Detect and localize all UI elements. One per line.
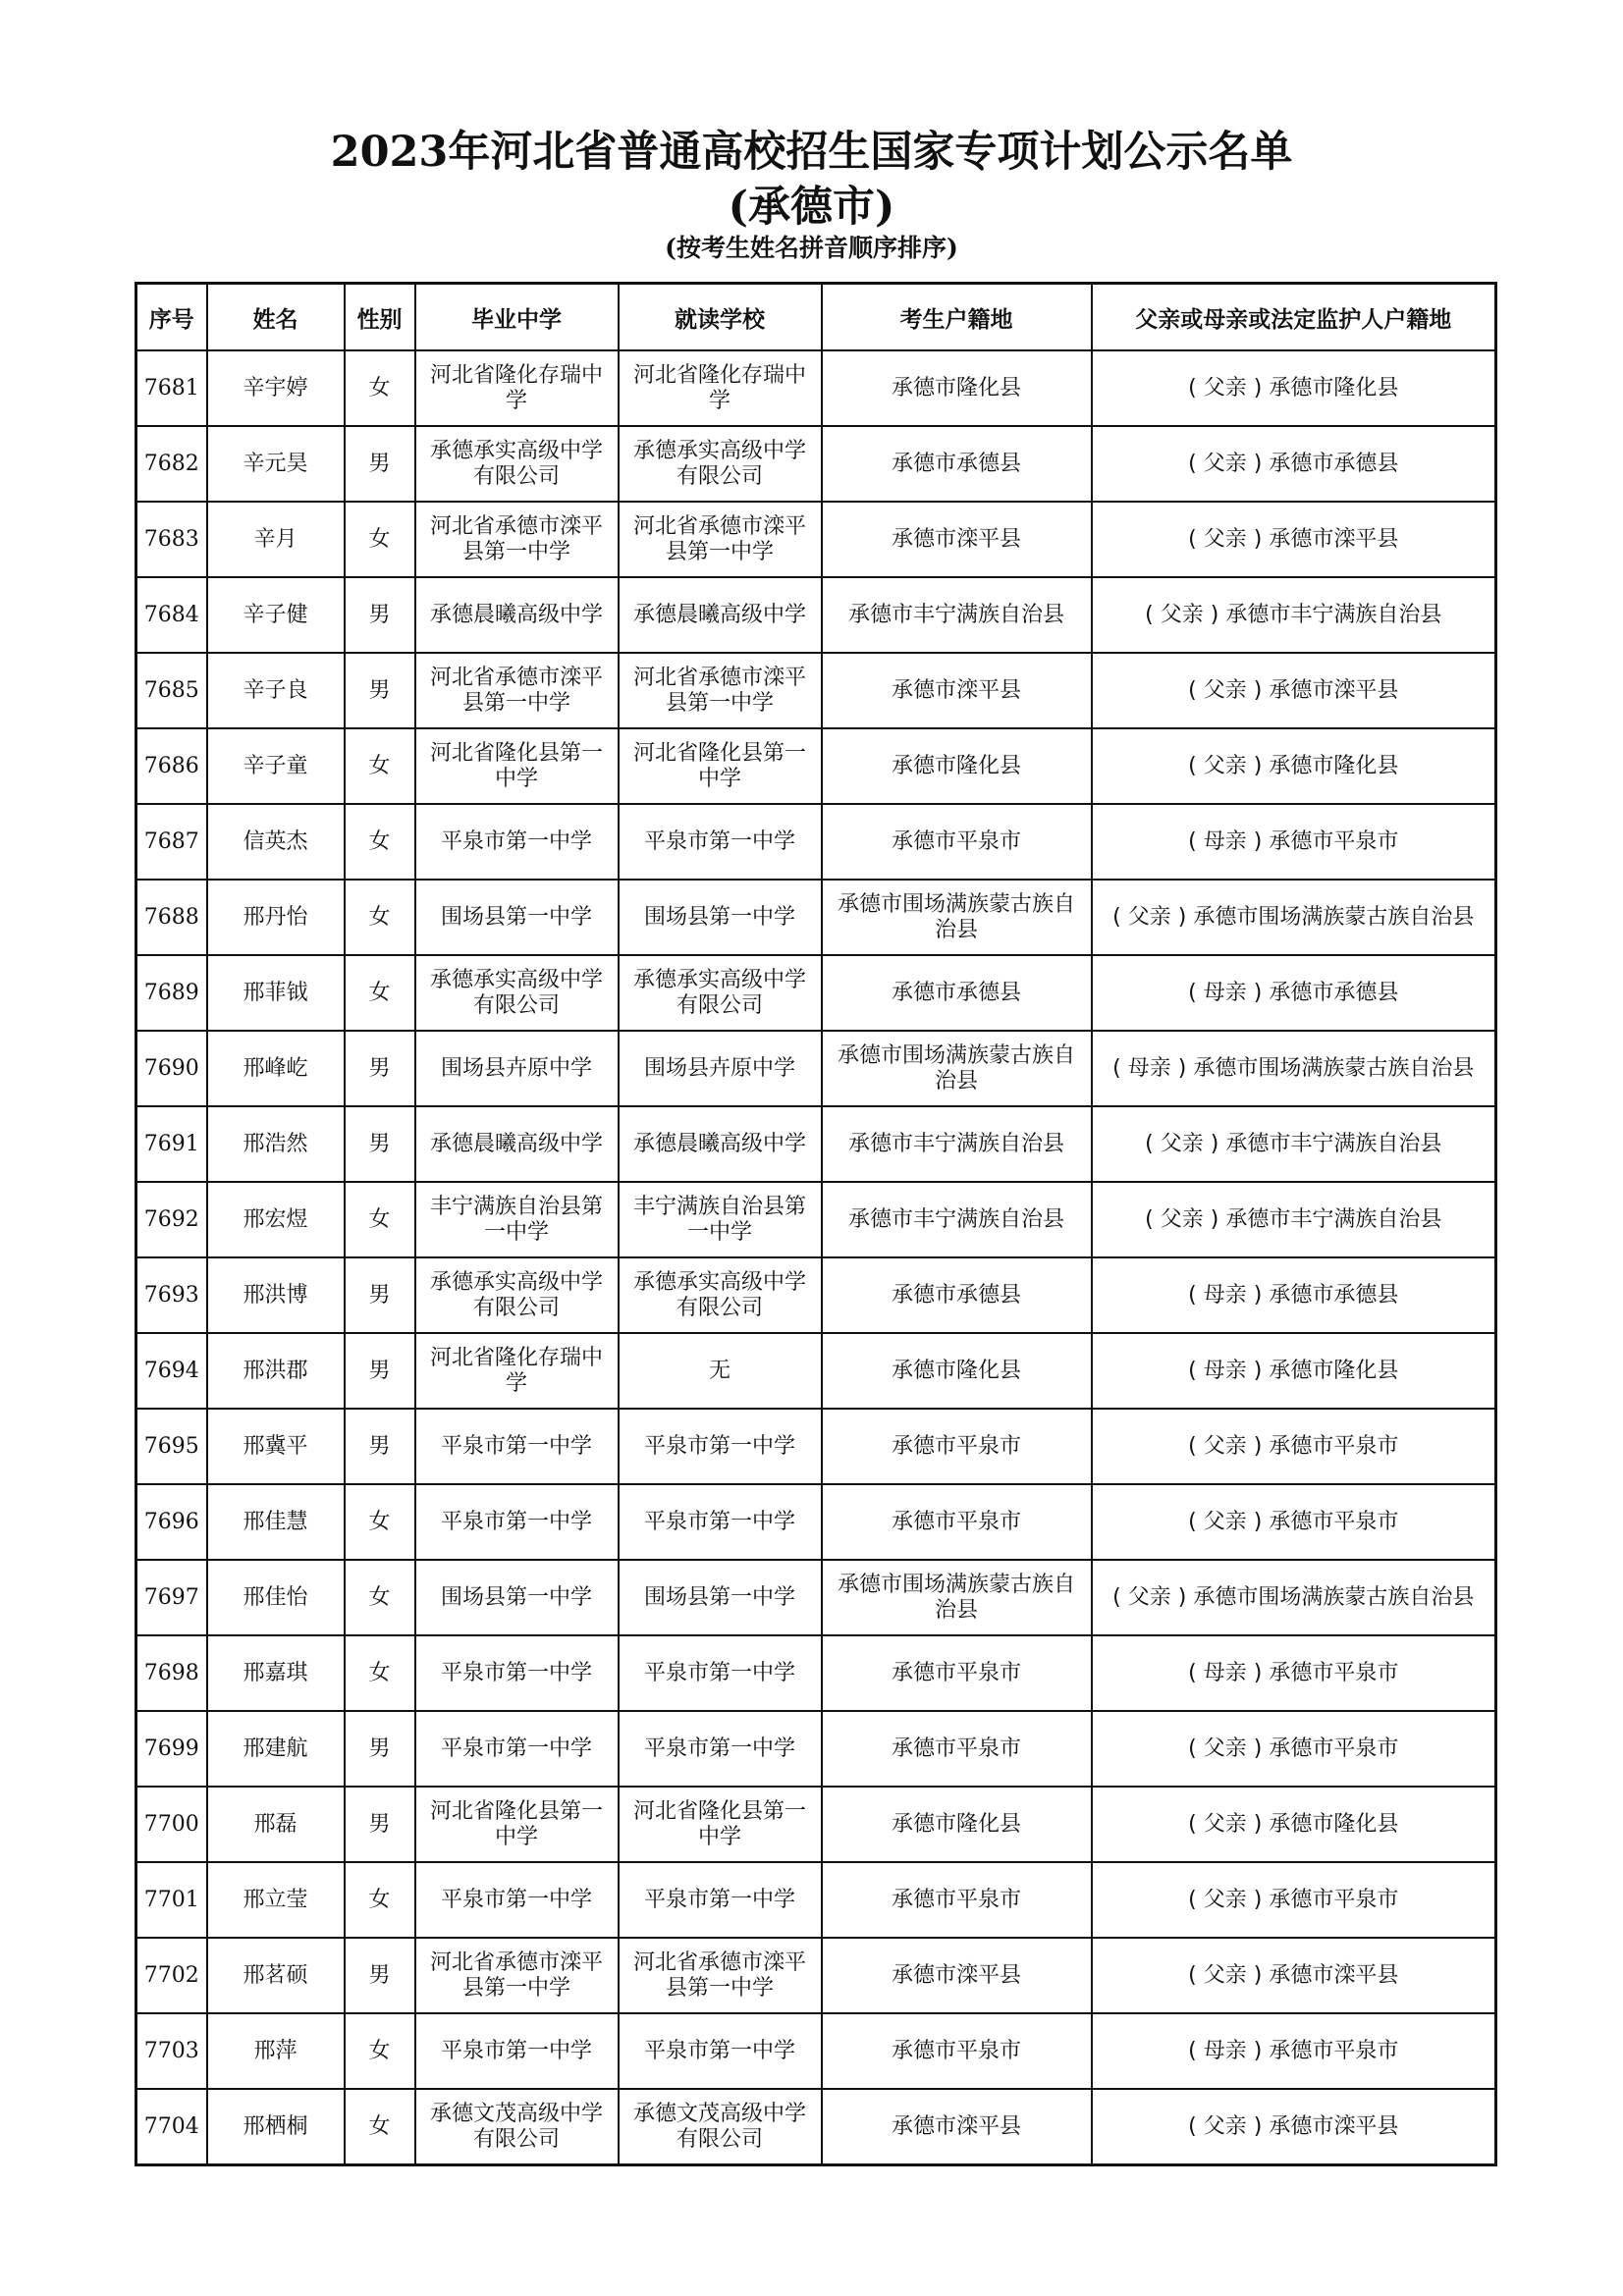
graduation-school-cell: 河北省承德市滦平县第一中学 (415, 502, 619, 577)
current-school-cell: 围场县第一中学 (619, 880, 822, 955)
student-hukou-cell: 承德市承德县 (822, 955, 1092, 1031)
gender-cell: 男 (345, 1409, 415, 1484)
seq-cell: 7701 (136, 1862, 207, 1938)
header-seq: 序号 (136, 284, 207, 351)
graduation-school-cell: 平泉市第一中学 (415, 2013, 619, 2089)
guardian-hukou-cell: ( 父亲 ) 承德市平泉市 (1092, 1711, 1496, 1787)
graduation-school-cell: 河北省承德市滦平县第一中学 (415, 1938, 619, 2013)
gender-cell: 男 (345, 1257, 415, 1333)
guardian-hukou-cell: ( 父亲 ) 承德市隆化县 (1092, 350, 1496, 426)
student-hukou-cell: 承德市隆化县 (822, 728, 1092, 804)
document-title: 2023年河北省普通高校招生国家专项计划公示名单 (330, 128, 1293, 177)
seq-cell: 7699 (136, 1711, 207, 1787)
student-hukou-cell: 承德市承德县 (822, 426, 1092, 502)
student-hukou-cell: 承德市围场满族蒙古族自治县 (822, 1560, 1092, 1635)
current-school-cell: 河北省隆化县第一中学 (619, 1787, 822, 1862)
guardian-hukou-cell: ( 父亲 ) 承德市隆化县 (1092, 1787, 1496, 1862)
graduation-school-cell: 丰宁满族自治县第一中学 (415, 1182, 619, 1257)
seq-cell: 7688 (136, 880, 207, 955)
table-row (136, 2089, 1496, 2165)
student-hukou-cell: 承德市隆化县 (822, 350, 1092, 426)
guardian-hukou-cell: ( 父亲 ) 承德市丰宁满族自治县 (1092, 1106, 1496, 1182)
seq-cell: 7694 (136, 1333, 207, 1409)
table-row (136, 426, 1496, 502)
student-hukou-cell: 承德市平泉市 (822, 804, 1092, 880)
seq-cell: 7691 (136, 1106, 207, 1182)
student-hukou-cell: 承德市承德县 (822, 1257, 1092, 1333)
student-hukou-cell: 承德市隆化县 (822, 1333, 1092, 1409)
guardian-hukou-cell: ( 父亲 ) 承德市平泉市 (1092, 1862, 1496, 1938)
table-row (136, 502, 1496, 577)
name-cell: 辛子良 (207, 653, 345, 728)
guardian-hukou-cell: ( 父亲 ) 承德市平泉市 (1092, 1409, 1496, 1484)
table-row (136, 577, 1496, 653)
name-cell: 辛子健 (207, 577, 345, 653)
gender-cell: 女 (345, 2013, 415, 2089)
name-cell: 邢立莹 (207, 1862, 345, 1938)
table-row (136, 1333, 1496, 1409)
gender-cell: 女 (345, 880, 415, 955)
student-hukou-cell: 承德市滦平县 (822, 502, 1092, 577)
gender-cell: 男 (345, 1106, 415, 1182)
name-cell: 邢嘉琪 (207, 1635, 345, 1711)
table-row (136, 880, 1496, 955)
guardian-hukou-cell: ( 父亲 ) 承德市滦平县 (1092, 1938, 1496, 2013)
name-cell: 邢浩然 (207, 1106, 345, 1182)
current-school-cell: 丰宁满族自治县第一中学 (619, 1182, 822, 1257)
current-school-cell: 河北省承德市滦平县第一中学 (619, 653, 822, 728)
gender-cell: 男 (345, 426, 415, 502)
graduation-school-cell: 平泉市第一中学 (415, 1862, 619, 1938)
graduation-school-cell: 河北省隆化县第一中学 (415, 728, 619, 804)
header-graduation-school: 毕业中学 (415, 284, 619, 351)
graduation-school-cell: 河北省隆化存瑞中学 (415, 1333, 619, 1409)
gender-cell: 男 (345, 1333, 415, 1409)
gender-cell: 女 (345, 728, 415, 804)
name-cell: 邢建航 (207, 1711, 345, 1787)
current-school-cell: 平泉市第一中学 (619, 1409, 822, 1484)
name-cell: 信英杰 (207, 804, 345, 880)
gender-cell: 女 (345, 1862, 415, 1938)
graduation-school-cell: 承德承实高级中学有限公司 (415, 1257, 619, 1333)
table-row (136, 653, 1496, 728)
student-hukou-cell: 承德市丰宁满族自治县 (822, 577, 1092, 653)
student-hukou-cell: 承德市隆化县 (822, 1787, 1092, 1862)
gender-cell: 男 (345, 1031, 415, 1106)
graduation-school-cell: 承德承实高级中学有限公司 (415, 426, 619, 502)
table-row (136, 1938, 1496, 2013)
seq-cell: 7690 (136, 1031, 207, 1106)
table-row (136, 1182, 1496, 1257)
table-row (136, 1560, 1496, 1635)
current-school-cell: 平泉市第一中学 (619, 1484, 822, 1560)
seq-cell: 7692 (136, 1182, 207, 1257)
name-cell: 辛月 (207, 502, 345, 577)
guardian-hukou-cell: ( 父亲 ) 承德市承德县 (1092, 426, 1496, 502)
guardian-hukou-cell: ( 父亲 ) 承德市围场满族蒙古族自治县 (1092, 1560, 1496, 1635)
graduation-school-cell: 围场县卉原中学 (415, 1031, 619, 1106)
seq-cell: 7695 (136, 1409, 207, 1484)
student-hukou-cell: 承德市滦平县 (822, 653, 1092, 728)
graduation-school-cell: 承德晨曦高级中学 (415, 577, 619, 653)
table-row (136, 1635, 1496, 1711)
current-school-cell: 承德文茂高级中学有限公司 (619, 2089, 822, 2165)
gender-cell: 男 (345, 577, 415, 653)
student-hukou-cell: 承德市丰宁满族自治县 (822, 1182, 1092, 1257)
student-hukou-cell: 承德市平泉市 (822, 1711, 1092, 1787)
header-guardian-hukou: 父亲或母亲或法定监护人户籍地 (1092, 284, 1496, 351)
name-cell: 邢佳慧 (207, 1484, 345, 1560)
name-cell: 邢菲钺 (207, 955, 345, 1031)
graduation-school-cell: 承德晨曦高级中学 (415, 1106, 619, 1182)
name-cell: 邢丹怡 (207, 880, 345, 955)
student-hukou-cell: 承德市平泉市 (822, 1409, 1092, 1484)
gender-cell: 女 (345, 1635, 415, 1711)
graduation-school-cell: 承德文茂高级中学有限公司 (415, 2089, 619, 2165)
gender-cell: 男 (345, 1938, 415, 2013)
guardian-hukou-cell: ( 母亲 ) 承德市平泉市 (1092, 1635, 1496, 1711)
student-hukou-cell: 承德市丰宁满族自治县 (822, 1106, 1092, 1182)
guardian-hukou-cell: ( 父亲 ) 承德市滦平县 (1092, 653, 1496, 728)
document-subtitle: (承德市) (728, 183, 895, 232)
graduation-school-cell: 平泉市第一中学 (415, 1409, 619, 1484)
guardian-hukou-cell: ( 父亲 ) 承德市滦平县 (1092, 502, 1496, 577)
seq-cell: 7685 (136, 653, 207, 728)
graduation-school-cell: 承德承实高级中学有限公司 (415, 955, 619, 1031)
graduation-school-cell: 围场县第一中学 (415, 880, 619, 955)
current-school-cell: 平泉市第一中学 (619, 2013, 822, 2089)
table-row (136, 1409, 1496, 1484)
gender-cell: 女 (345, 955, 415, 1031)
guardian-hukou-cell: ( 父亲 ) 承德市平泉市 (1092, 1484, 1496, 1560)
graduation-school-cell: 河北省承德市滦平县第一中学 (415, 653, 619, 728)
seq-cell: 7686 (136, 728, 207, 804)
student-hukou-cell: 承德市滦平县 (822, 1938, 1092, 2013)
gender-cell: 男 (345, 1711, 415, 1787)
current-school-cell: 围场县卉原中学 (619, 1031, 822, 1106)
gender-cell: 女 (345, 1560, 415, 1635)
name-cell: 邢峰屹 (207, 1031, 345, 1106)
gender-cell: 男 (345, 653, 415, 728)
gender-cell: 女 (345, 502, 415, 577)
table-row (136, 1257, 1496, 1333)
graduation-school-cell: 围场县第一中学 (415, 1560, 619, 1635)
sort-note: (按考生姓名拼音顺序排序) (665, 234, 958, 262)
table-row (136, 728, 1496, 804)
name-cell: 邢佳怡 (207, 1560, 345, 1635)
seq-cell: 7696 (136, 1484, 207, 1560)
current-school-cell: 平泉市第一中学 (619, 804, 822, 880)
student-hukou-cell: 承德市平泉市 (822, 1635, 1092, 1711)
guardian-hukou-cell: ( 父亲 ) 承德市隆化县 (1092, 728, 1496, 804)
guardian-hukou-cell: ( 母亲 ) 承德市围场满族蒙古族自治县 (1092, 1031, 1496, 1106)
seq-cell: 7703 (136, 2013, 207, 2089)
current-school-cell: 平泉市第一中学 (619, 1635, 822, 1711)
current-school-cell: 平泉市第一中学 (619, 1862, 822, 1938)
current-school-cell: 河北省承德市滦平县第一中学 (619, 1938, 822, 2013)
guardian-hukou-cell: ( 父亲 ) 承德市丰宁满族自治县 (1092, 1182, 1496, 1257)
table-row (136, 955, 1496, 1031)
current-school-cell: 平泉市第一中学 (619, 1711, 822, 1787)
name-cell: 邢洪博 (207, 1257, 345, 1333)
student-hukou-cell: 承德市滦平县 (822, 2089, 1092, 2165)
graduation-school-cell: 平泉市第一中学 (415, 1635, 619, 1711)
student-hukou-cell: 承德市围场满族蒙古族自治县 (822, 1031, 1092, 1106)
current-school-cell: 无 (619, 1333, 822, 1409)
seq-cell: 7683 (136, 502, 207, 577)
table-row (136, 804, 1496, 880)
name-cell: 邢宏煜 (207, 1182, 345, 1257)
guardian-hukou-cell: ( 父亲 ) 承德市围场满族蒙古族自治县 (1092, 880, 1496, 955)
graduation-school-cell: 平泉市第一中学 (415, 1711, 619, 1787)
table-row (136, 350, 1496, 426)
gender-cell: 男 (345, 1787, 415, 1862)
seq-cell: 7689 (136, 955, 207, 1031)
table-row (136, 1787, 1496, 1862)
header-current-school: 就读学校 (619, 284, 822, 351)
table-row (136, 1862, 1496, 1938)
student-hukou-cell: 承德市平泉市 (822, 1484, 1092, 1560)
roster-table (135, 282, 1497, 2166)
current-school-cell: 承德晨曦高级中学 (619, 577, 822, 653)
seq-cell: 7698 (136, 1635, 207, 1711)
current-school-cell: 承德晨曦高级中学 (619, 1106, 822, 1182)
seq-cell: 7693 (136, 1257, 207, 1333)
gender-cell: 女 (345, 2089, 415, 2165)
student-hukou-cell: 承德市平泉市 (822, 2013, 1092, 2089)
current-school-cell: 承德承实高级中学有限公司 (619, 426, 822, 502)
table-row (136, 2013, 1496, 2089)
table-row (136, 1106, 1496, 1182)
name-cell: 邢冀平 (207, 1409, 345, 1484)
gender-cell: 女 (345, 804, 415, 880)
header-gender: 性别 (345, 284, 415, 351)
name-cell: 邢栖桐 (207, 2089, 345, 2165)
guardian-hukou-cell: ( 父亲 ) 承德市丰宁满族自治县 (1092, 577, 1496, 653)
gender-cell: 女 (345, 1484, 415, 1560)
seq-cell: 7684 (136, 577, 207, 653)
gender-cell: 女 (345, 350, 415, 426)
name-cell: 辛元昊 (207, 426, 345, 502)
graduation-school-cell: 平泉市第一中学 (415, 804, 619, 880)
student-hukou-cell: 承德市围场满族蒙古族自治县 (822, 880, 1092, 955)
graduation-school-cell: 河北省隆化存瑞中学 (415, 350, 619, 426)
seq-cell: 7704 (136, 2089, 207, 2165)
table-row (136, 1711, 1496, 1787)
seq-cell: 7681 (136, 350, 207, 426)
current-school-cell: 河北省隆化县第一中学 (619, 728, 822, 804)
name-cell: 辛宇婷 (207, 350, 345, 426)
graduation-school-cell: 平泉市第一中学 (415, 1484, 619, 1560)
graduation-school-cell: 河北省隆化县第一中学 (415, 1787, 619, 1862)
name-cell: 邢萍 (207, 2013, 345, 2089)
table-row (136, 1484, 1496, 1560)
header-student-hukou: 考生户籍地 (822, 284, 1092, 351)
guardian-hukou-cell: ( 母亲 ) 承德市承德县 (1092, 955, 1496, 1031)
name-cell: 辛子童 (207, 728, 345, 804)
table-row (136, 1031, 1496, 1106)
name-cell: 邢茗硕 (207, 1938, 345, 2013)
current-school-cell: 河北省隆化存瑞中学 (619, 350, 822, 426)
seq-cell: 7702 (136, 1938, 207, 2013)
header-name: 姓名 (207, 284, 345, 351)
current-school-cell: 围场县第一中学 (619, 1560, 822, 1635)
name-cell: 邢磊 (207, 1787, 345, 1862)
current-school-cell: 承德承实高级中学有限公司 (619, 1257, 822, 1333)
seq-cell: 7682 (136, 426, 207, 502)
name-cell: 邢洪郡 (207, 1333, 345, 1409)
table-header-row (136, 284, 1496, 351)
seq-cell: 7697 (136, 1560, 207, 1635)
current-school-cell: 河北省承德市滦平县第一中学 (619, 502, 822, 577)
seq-cell: 7700 (136, 1787, 207, 1862)
student-hukou-cell: 承德市平泉市 (822, 1862, 1092, 1938)
gender-cell: 女 (345, 1182, 415, 1257)
current-school-cell: 承德承实高级中学有限公司 (619, 955, 822, 1031)
guardian-hukou-cell: ( 母亲 ) 承德市承德县 (1092, 1257, 1496, 1333)
guardian-hukou-cell: ( 母亲 ) 承德市平泉市 (1092, 804, 1496, 880)
guardian-hukou-cell: ( 父亲 ) 承德市滦平县 (1092, 2089, 1496, 2165)
seq-cell: 7687 (136, 804, 207, 880)
guardian-hukou-cell: ( 母亲 ) 承德市平泉市 (1092, 2013, 1496, 2089)
guardian-hukou-cell: ( 母亲 ) 承德市隆化县 (1092, 1333, 1496, 1409)
